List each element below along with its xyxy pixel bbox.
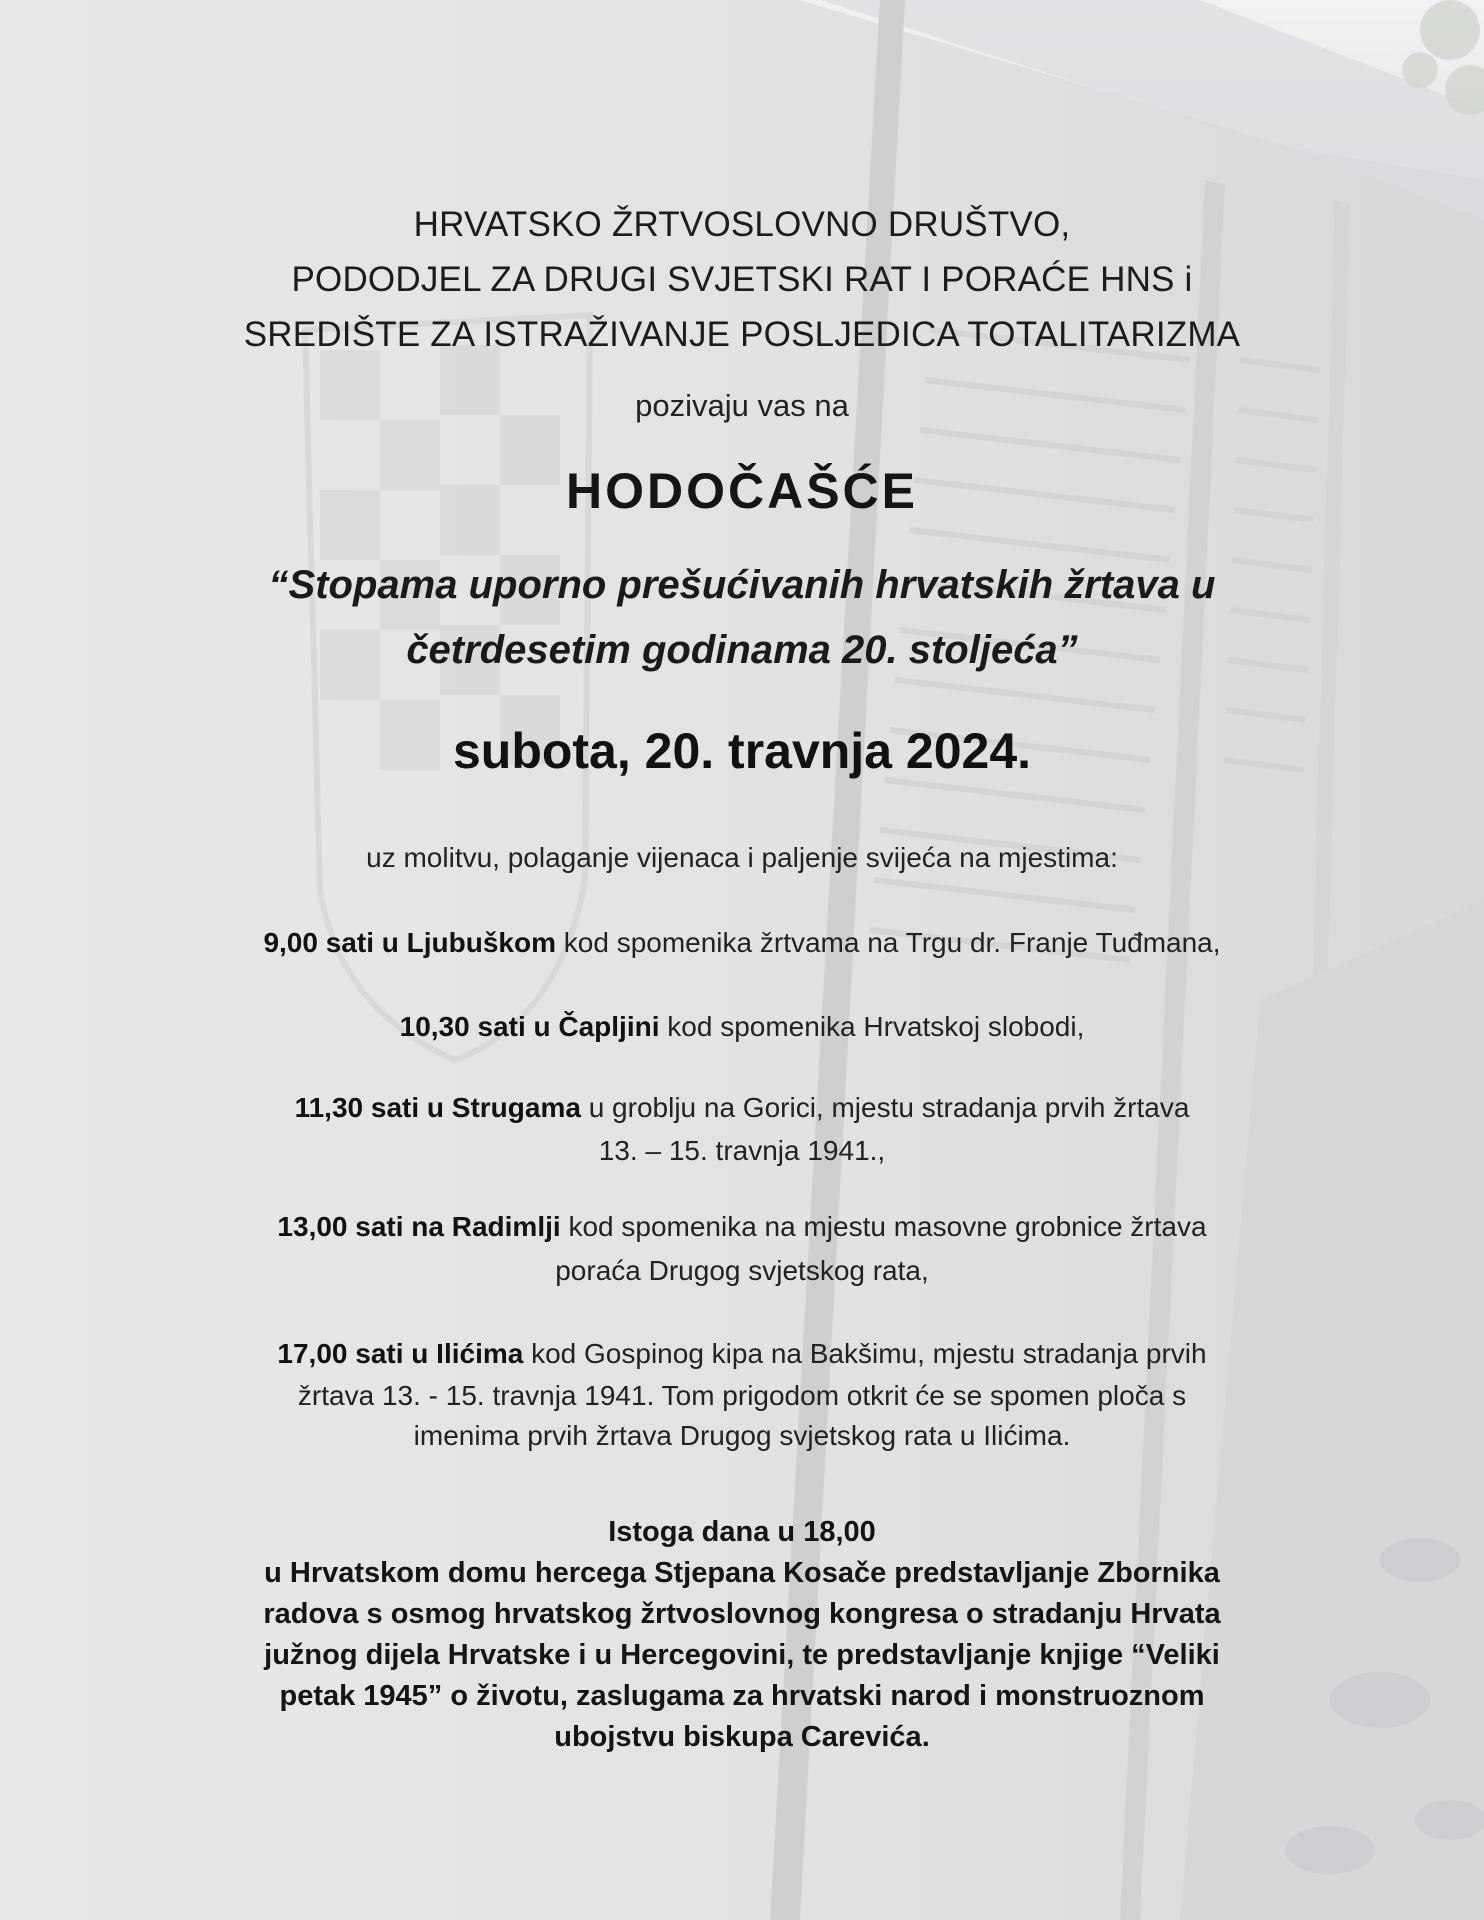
stop-radimlja bbox=[0, 1211, 1484, 1243]
event-title: HODOČAŠĆE bbox=[565, 463, 919, 519]
stop-description: kod spomenika žrtvama na Trgu dr. Franje Tuđmana, bbox=[555, 927, 1221, 958]
stop-time-place: 13,00 sati na Radimlji bbox=[277, 1211, 561, 1242]
evening-event-line-3: radova s osmog hrvatskog žrtvoslovnog kongresa o stradanju Hrvata bbox=[263, 1598, 1221, 1630]
stop-ilici-cont-1: žrtava 13. - 15. travnja 1941. Tom prigodom otkrit će se spomen ploča s bbox=[297, 1380, 1187, 1411]
quote-line-1: “Stopama uporno prešućivanih hrvatskih žrtava u bbox=[268, 563, 1216, 607]
evening-event-line-5: petak 1945” o životu, zaslugama za hrvatski narod i monstruoznom bbox=[279, 1680, 1205, 1712]
evening-event-line-4: južnog dijela Hrvatske i u Hercegovini, te predstavljanje knjige “Veliki bbox=[264, 1639, 1220, 1671]
intro-text: uz molitvu, polaganje vijenaca i paljenje svijeća na mjestima: bbox=[366, 842, 1118, 873]
evening-event-line-1: Istoga dana u 18,00 bbox=[608, 1516, 876, 1548]
stop-description: kod Gospinog kipa na Bakšimu, mjestu stradanja prvih bbox=[523, 1338, 1207, 1369]
stop-struge bbox=[0, 1092, 1484, 1124]
stop-capljina bbox=[0, 1011, 1484, 1043]
invite-text: pozivaju vas na bbox=[635, 388, 849, 423]
stop-time-place: 11,30 sati u Strugama bbox=[294, 1092, 581, 1123]
evening-event-line-6: ubojstvu biskupa Carevića. bbox=[554, 1721, 930, 1753]
event-date: subota, 20. travnja 2024. bbox=[452, 723, 1032, 779]
quote-line-2: četrdesetim godinama 20. stoljeća” bbox=[406, 628, 1078, 672]
stop-time-place: 9,00 sati u Ljubuškom bbox=[263, 927, 556, 958]
organizer-line-3: SREDIŠTE ZA ISTRAŽIVANJE POSLJEDICA TOTALITARIZMA bbox=[243, 315, 1241, 354]
evening-event-line-2: u Hrvatskom domu hercega Stjepana Kosače predstavljanje Zbornika bbox=[264, 1557, 1220, 1589]
organizer-line-2: PODODJEL ZA DRUGI SVJETSKI RAT I PORAĆE HNS i bbox=[291, 260, 1193, 299]
stop-struge-cont: 13. – 15. travnja 1941., bbox=[598, 1135, 886, 1166]
stop-radimlja-cont: poraća Drugog svjetskog rata, bbox=[555, 1255, 929, 1286]
stop-description: u groblju na Gorici, mjestu stradanja prvih žrtava bbox=[580, 1092, 1190, 1123]
stop-description: kod spomenika Hrvatskoj slobodi, bbox=[659, 1011, 1085, 1042]
stop-ilici-cont-2: imenima prvih žrtava Drugog svjetskog rata u Ilićima. bbox=[413, 1420, 1071, 1451]
stop-ljubuski bbox=[0, 927, 1484, 959]
stop-ilici bbox=[0, 1338, 1484, 1370]
organizer-line-1: HRVATSKO ŽRTVOSLOVNO DRUŠTVO, bbox=[413, 205, 1071, 244]
stop-time-place: 10,30 sati u Čapljini bbox=[399, 1011, 660, 1042]
stop-description: kod spomenika na mjestu masovne grobnice žrtava bbox=[560, 1211, 1207, 1242]
stop-time-place: 17,00 sati u Ilićima bbox=[277, 1338, 524, 1369]
